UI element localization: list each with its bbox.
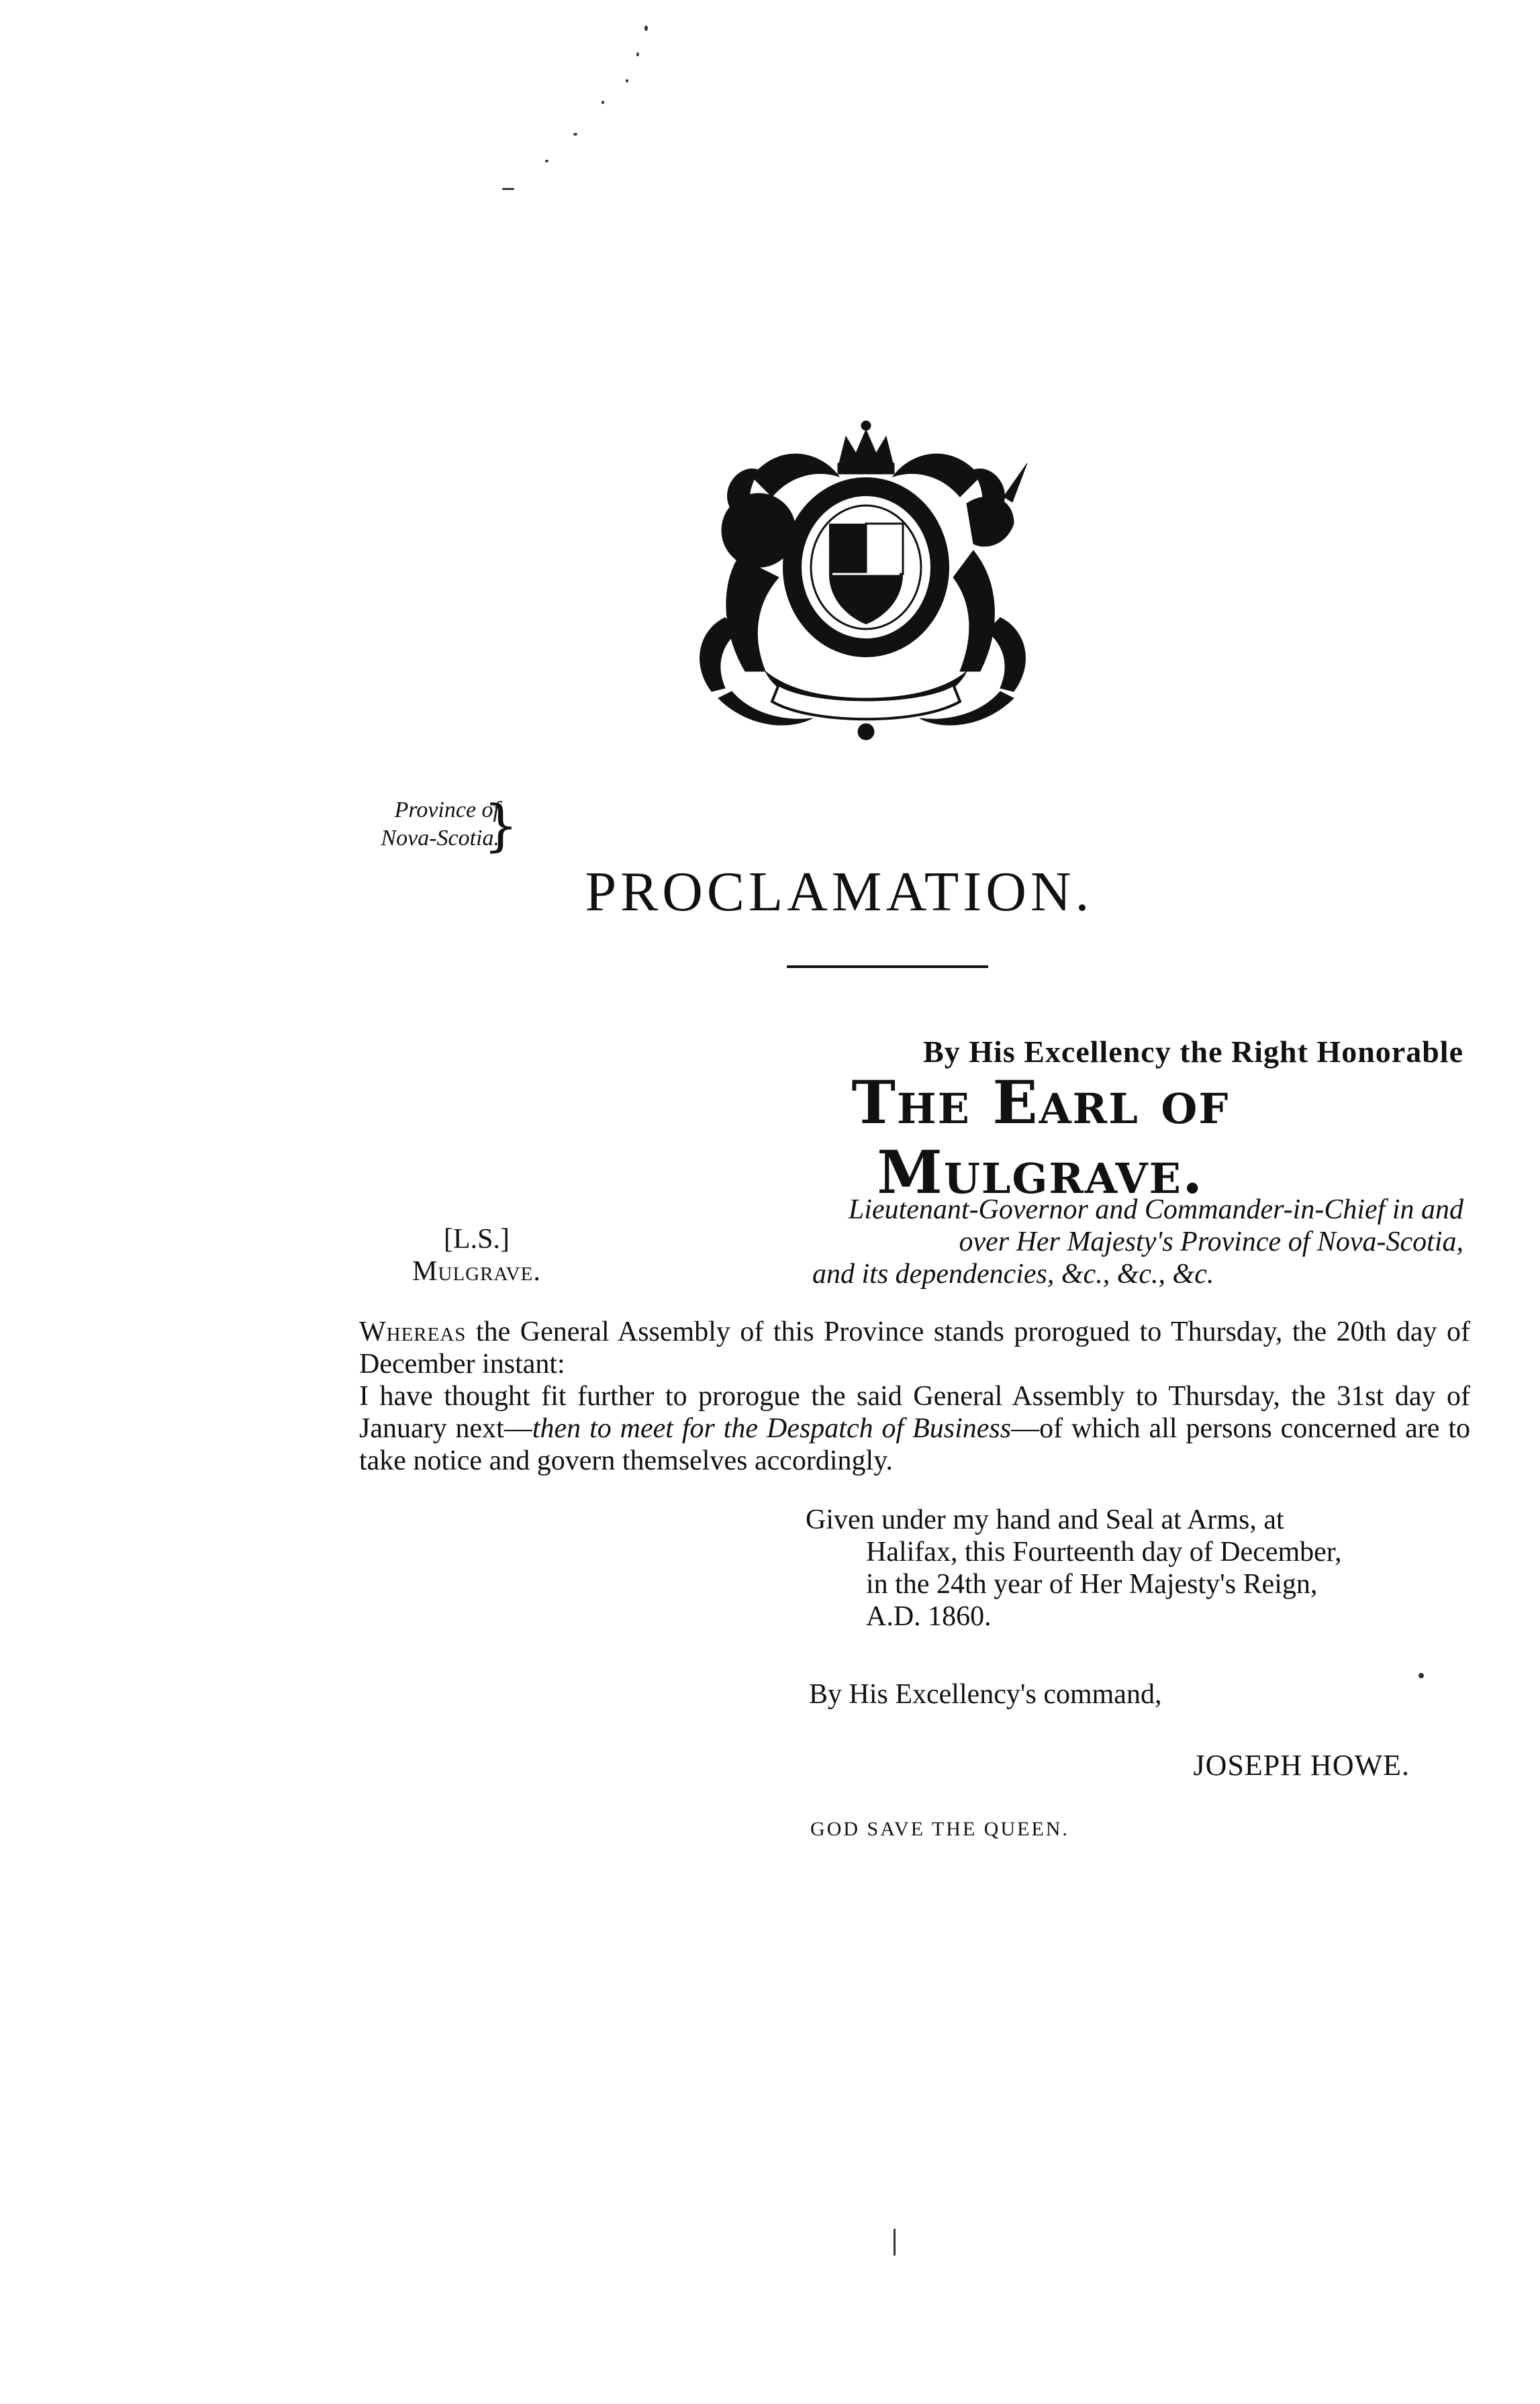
province-line-1: Province of xyxy=(394,798,499,822)
seal-block xyxy=(376,1223,577,1288)
scan-speck xyxy=(626,79,628,83)
seal-mark: [L.S.] xyxy=(444,1224,510,1255)
whereas-word: Whereas xyxy=(359,1316,467,1347)
scan-speck xyxy=(1418,1673,1424,1678)
office-title xyxy=(671,1194,1463,1290)
earl-name: The Earl of Mulgrave. xyxy=(851,1067,1230,1207)
seal-name: Mulgrave. xyxy=(412,1256,541,1287)
royal-coat-of-arms xyxy=(678,416,1054,745)
scan-speck xyxy=(573,133,577,136)
title-rule xyxy=(787,965,988,968)
prorogue-paragraph xyxy=(329,1380,1470,1477)
scan-speck xyxy=(601,101,604,104)
given-line-2: Halifax, this Fourteenth day of December, xyxy=(866,1537,1342,1568)
given-under-hand xyxy=(738,1504,1463,1633)
province-line-2: Nova-Scotia. xyxy=(381,826,499,851)
by-line: By His Excellency the Right Honorable xyxy=(923,1035,1463,1069)
scan-speck xyxy=(636,52,639,56)
prorogue-text: I have thought fit further to prorogue the said General Assembly to Thursday, the 31st day of January next— xyxy=(359,1381,1470,1444)
office-line-2: over Her Majesty's Province of Nova-Scotia, xyxy=(959,1227,1463,1257)
scan-speck xyxy=(545,160,548,162)
province-note xyxy=(329,796,524,857)
whereas-paragraph xyxy=(329,1316,1470,1380)
brace-glyph: } xyxy=(483,794,518,858)
page-title: PROCLAMATION. xyxy=(585,861,1094,923)
given-line-3: in the 24th year of Her Majesty's Reign, xyxy=(866,1569,1318,1600)
scan-speck xyxy=(644,26,648,31)
god-save-the-queen: GOD SAVE THE QUEEN. xyxy=(810,1818,1069,1840)
scan-speck xyxy=(502,188,514,190)
given-line-1: Given under my hand and Seal at Arms, at xyxy=(806,1504,1284,1535)
prorogue-end: —of which all persons concerned are to take notice and govern themselves accordingly. xyxy=(359,1413,1470,1476)
signature: JOSEPH HOWE. xyxy=(1193,1749,1410,1782)
whereas-text: the General Assembly of this Province stands prorogued to Thursday, the 20th day of December instant: xyxy=(359,1316,1470,1380)
proclamation-body xyxy=(329,1316,1470,1477)
scan-speck xyxy=(894,2229,896,2256)
office-line-1: Lieutenant-Governor and Commander-in-Chief in and xyxy=(848,1194,1463,1225)
prorogue-italic: then to meet for the Despatch of Business xyxy=(532,1413,1012,1444)
given-line-4: A.D. 1860. xyxy=(866,1601,992,1632)
command-line: By His Excellency's command, xyxy=(809,1679,1162,1710)
office-line-3: and its dependencies, &c., &c., &c. xyxy=(812,1259,1214,1290)
